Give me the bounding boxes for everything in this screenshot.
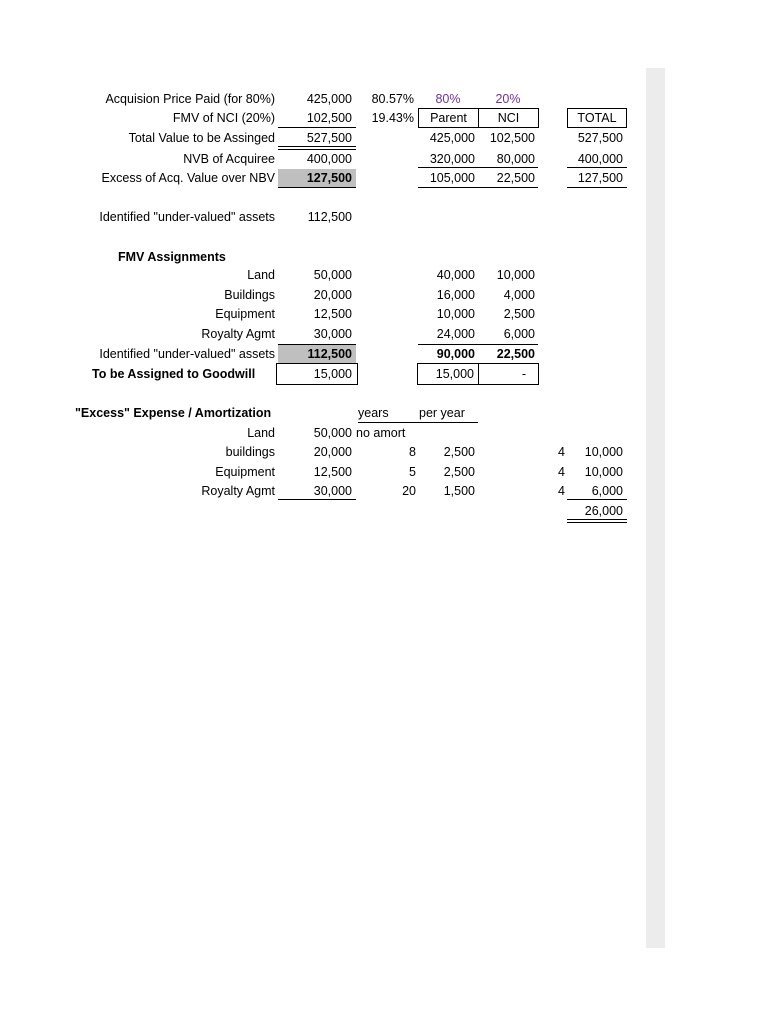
fmv-land-parent: 40,000 (436, 268, 475, 282)
acq-price-value: 425,000 (306, 92, 352, 106)
fmv-equipment-value: 12,500 (313, 307, 352, 321)
excess-label: Excess of Acq. Value over NBV (101, 171, 275, 185)
split-nci-1: 102,500 (489, 131, 535, 145)
rule (418, 167, 538, 168)
split-total-2: 400,000 (577, 152, 623, 166)
fmv-equipment-parent: 10,000 (436, 307, 475, 321)
identified-value: 112,500 (307, 210, 352, 224)
double-rule (567, 519, 627, 523)
rule (567, 187, 627, 188)
fmv-royalty-nci: 6,000 (503, 327, 535, 341)
amort-land-label: Land (247, 426, 275, 440)
amort-equipment-value: 12,500 (313, 465, 352, 479)
parent-header: Parent (418, 108, 479, 128)
amort-equipment-mult: 4 (558, 465, 565, 479)
amort-grand-total: 26,000 (584, 504, 623, 518)
fmv-equipment-label: Equipment (215, 307, 275, 321)
fmv-equipment-nci: 2,500 (503, 307, 535, 321)
goodwill-parent: 15,000 (417, 363, 479, 385)
fmv-buildings-nci: 4,000 (503, 288, 535, 302)
goodwill-value: 15,000 (276, 363, 358, 385)
split-nci-2: 80,000 (496, 152, 535, 166)
fmv-subtotal-value: 112,500 (278, 345, 356, 363)
fmv-land-nci: 10,000 (496, 268, 535, 282)
amort-land-years: no amort (356, 426, 406, 440)
fmv-land-value: 50,000 (313, 268, 352, 282)
total-value-value: 527,500 (306, 131, 352, 145)
rule (278, 127, 356, 128)
fmv-land-label: Land (247, 268, 275, 282)
excess-title: "Excess" Expense / Amortization (75, 406, 272, 420)
fmv-nci-label: FMV of NCI (20%) (172, 111, 275, 125)
fmv-buildings-parent: 16,000 (436, 288, 475, 302)
total-header: TOTAL (567, 108, 627, 128)
rule (278, 499, 356, 500)
rule (358, 422, 478, 423)
acq-price-label: Acquision Price Paid (for 80%) (105, 92, 275, 106)
fmv-royalty-value: 30,000 (313, 327, 352, 341)
amort-buildings-per-year: 2,500 (443, 445, 475, 459)
fmv-subtotal-label: Identified "under-valued" assets (99, 347, 275, 361)
rule (278, 187, 356, 188)
amort-buildings-label: buildings (225, 445, 275, 459)
amort-land-value: 50,000 (313, 426, 352, 440)
total-value-label: Total Value to be Assinged (128, 131, 275, 145)
years-header: years (358, 406, 389, 420)
nbv-value: 400,000 (306, 152, 352, 166)
amort-equipment-label: Equipment (215, 465, 275, 479)
amort-royalty-per-year: 1,500 (443, 484, 475, 498)
amort-royalty-total: 6,000 (591, 484, 623, 498)
vertical-scrollbar[interactable] (646, 68, 665, 948)
fmv-buildings-label: Buildings (224, 288, 275, 302)
nci-pct: 20% (495, 92, 521, 106)
amort-buildings-value: 20,000 (313, 445, 352, 459)
amort-royalty-mult: 4 (558, 484, 565, 498)
goodwill-label: To be Assigned to Goodwill (92, 367, 256, 381)
amort-buildings-mult: 4 (558, 445, 565, 459)
fmv-nci-value: 102,500 (306, 111, 352, 125)
rule (418, 344, 538, 345)
amort-royalty-value: 30,000 (313, 484, 352, 498)
rule (567, 167, 627, 168)
excess-value: 127,500 (278, 169, 356, 187)
amort-royalty-label: Royalty Agmt (201, 484, 275, 498)
amort-buildings-total: 10,000 (584, 445, 623, 459)
fmv-buildings-value: 20,000 (313, 288, 352, 302)
amort-equipment-years: 5 (409, 465, 416, 479)
split-parent-1: 425,000 (429, 131, 475, 145)
nci-header: NCI (478, 108, 539, 128)
fmv-nci-pct: 19.43% (371, 111, 414, 125)
rule (418, 187, 538, 188)
per-year-header: per year (419, 406, 465, 420)
split-parent-2: 320,000 (429, 152, 475, 166)
fmv-subtotal-nci: 22,500 (496, 347, 535, 361)
rule (567, 499, 627, 500)
acq-price-pct: 80.57% (371, 92, 414, 106)
double-rule (278, 146, 356, 150)
fmv-royalty-parent: 24,000 (436, 327, 475, 341)
split-nci-3: 22,500 (496, 171, 535, 185)
amort-equipment-per-year: 2,500 (443, 465, 475, 479)
split-parent-3: 105,000 (429, 171, 475, 185)
split-total-1: 527,500 (577, 131, 623, 145)
fmv-title: FMV Assignments (118, 250, 226, 264)
fmv-subtotal-parent: 90,000 (436, 347, 475, 361)
split-total-3: 127,500 (577, 171, 623, 185)
parent-pct: 80% (435, 92, 461, 106)
amort-buildings-years: 8 (409, 445, 416, 459)
fmv-royalty-label: Royalty Agmt (201, 327, 275, 341)
amort-equipment-total: 10,000 (584, 465, 623, 479)
goodwill-nci: - (478, 363, 539, 385)
nbv-label: NVB of Acquiree (183, 152, 275, 166)
identified-label: Identified "under-valued" assets (99, 210, 275, 224)
amort-royalty-years: 20 (402, 484, 416, 498)
